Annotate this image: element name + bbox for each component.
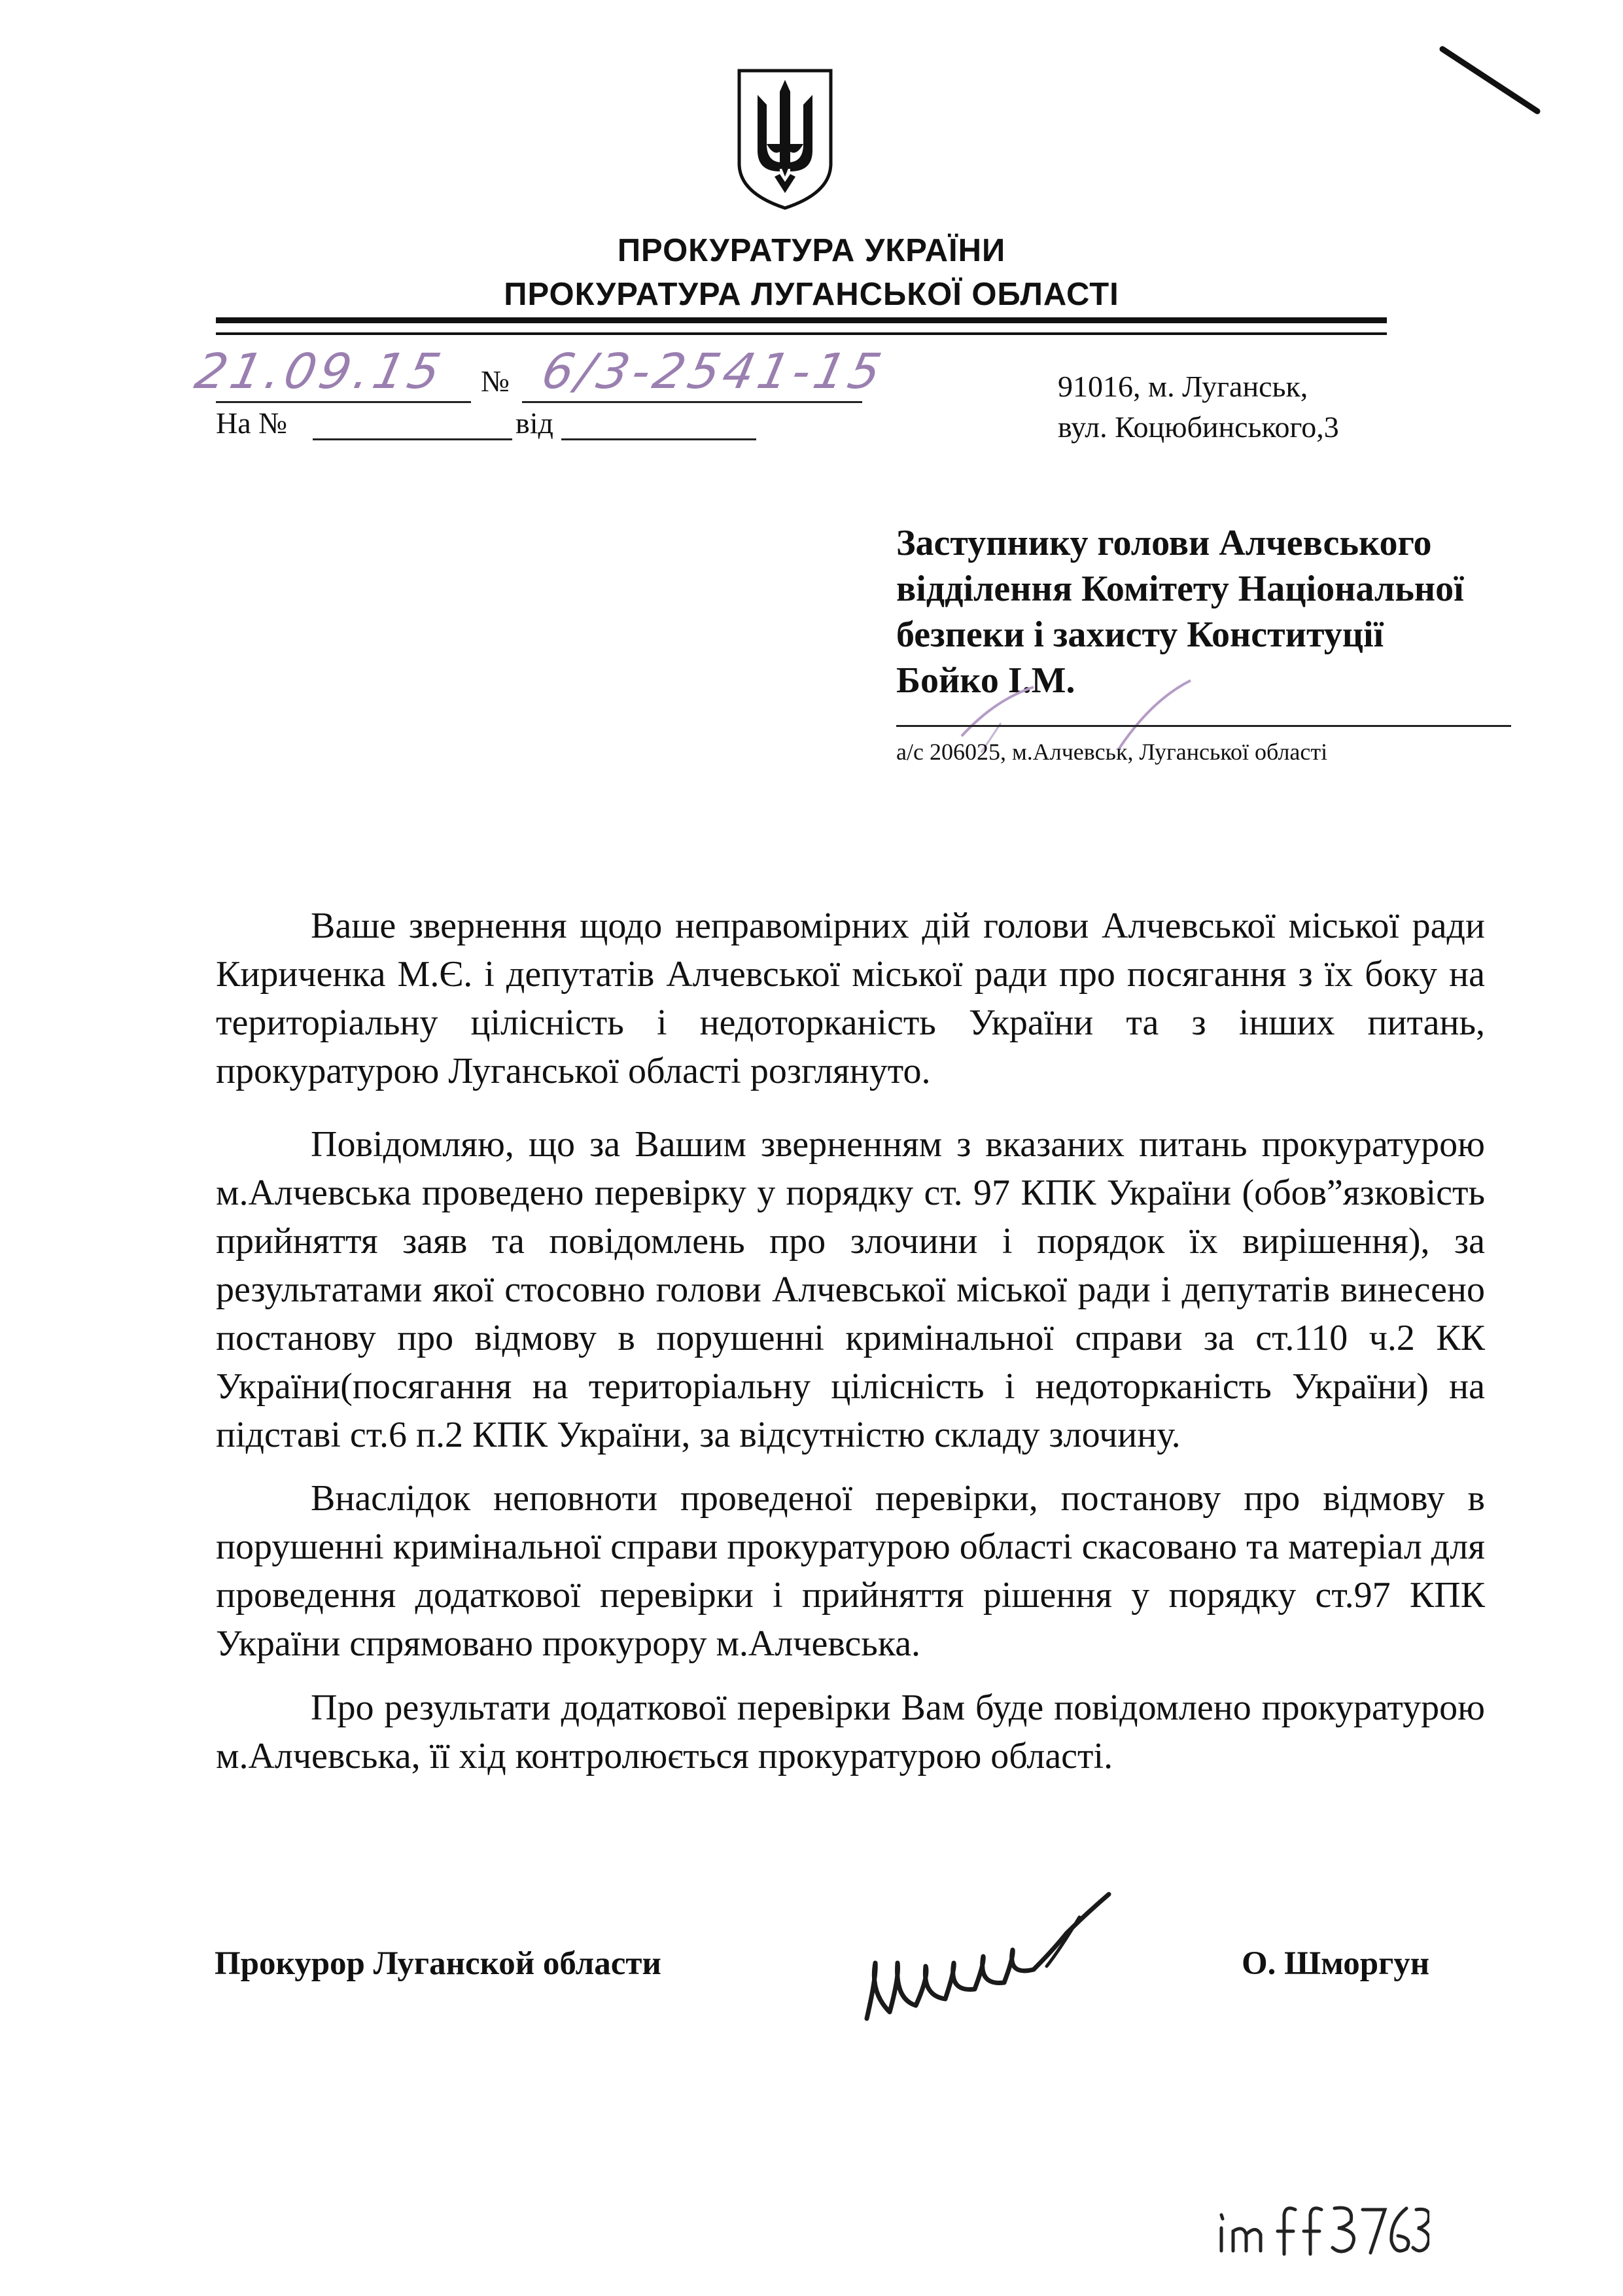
recipient-name: Бойко І.М.: [896, 660, 1075, 701]
trident-coat-of-arms-icon: [733, 65, 837, 213]
handwritten-signature: [850, 1878, 1125, 2041]
body-paragraph-2: Повідомляю, що за Вашим зверненням з вказаних питань прокуратурою м.Алчевська проведено перевірку у порядку ст. 97 КПК України (обов”язковість прийняття заяв та повідомлень про злочини і порядок їх вирішення), за результатами якої стосовно голови Алчевської міської ради і депутатів винесено постанову про відмову в порушенні кримінальної справи за ст.110 ч.2 КК України(посягання на територіальну цілісність і недоторканість України) на підставі ст.6 п.2 КПК України, за відсутністю складу злочину.: [216, 1124, 1485, 1455]
reply-to-label: На №: [216, 406, 288, 440]
issuer-name-line2: ПРОКУРАТУРА ЛУГАНСЬКОЇ ОБЛАСТІ: [504, 277, 1119, 312]
outgoing-date-handwritten: 21.09.15: [190, 344, 449, 400]
reply-to-number-line: [313, 400, 512, 440]
recipient-line3: безпеки і захисту Конституції: [896, 614, 1384, 655]
outgoing-number-handwritten: 6/3-2541-15: [536, 344, 890, 400]
body-paragraph-1: Ваше звернення щодо неправомірних дій голови Алчевської міської ради Кириченка М.Є. і депутатів Алчевської міської ради про посягання з їх боку на територіальну цілісність і недоторканість України та з інших питань, прокуратурою Луганської області розглянуто.: [216, 906, 1485, 1091]
header-rule-thin: [216, 332, 1387, 335]
recipient-line1: Заступнику голови Алчевського: [896, 523, 1432, 563]
header-rule-thick: [216, 317, 1387, 323]
recipient-address: а/с 206025, м.Алчевськ, Луганської області: [896, 739, 1328, 765]
handwritten-reference-number: [1213, 2195, 1429, 2261]
outgoing-number-label: №: [481, 364, 510, 398]
sender-address: [1058, 366, 1339, 448]
recipient-line2: відділення Комітету Національної: [896, 569, 1464, 609]
issuer-name-line1: ПРОКУРАТУРА УКРАЇНИ: [617, 233, 1006, 268]
sender-address-line2: вул. Коцюбинського,3: [1058, 410, 1339, 444]
signatory-title: Прокурор Луганской области: [215, 1945, 661, 1982]
scan-artifact-stroke: [1433, 33, 1544, 118]
recipient-underline: [896, 725, 1511, 727]
sender-address-line1: 91016, м. Луганськ,: [1058, 370, 1308, 403]
body-paragraph-4: Про результати додаткової перевірки Вам буде повідомлено прокуратурою м.Алчевська, її хід контролюється прокуратурою області.: [216, 1687, 1485, 1776]
reply-from-date-line: [561, 400, 756, 440]
reply-from-label: від: [515, 406, 553, 440]
body-paragraph-3: Внаслідок неповноти проведеної перевірки, постанову про відмову в порушенні кримінальної справи прокуратурою області скасовано та матеріал для проведення додаткової перевірки і прийняття рішення у порядку ст.97 КПК України спрямовано прокурору м.Алчевська.: [216, 1478, 1485, 1664]
signatory-name: О. Шморгун: [1242, 1945, 1430, 1982]
